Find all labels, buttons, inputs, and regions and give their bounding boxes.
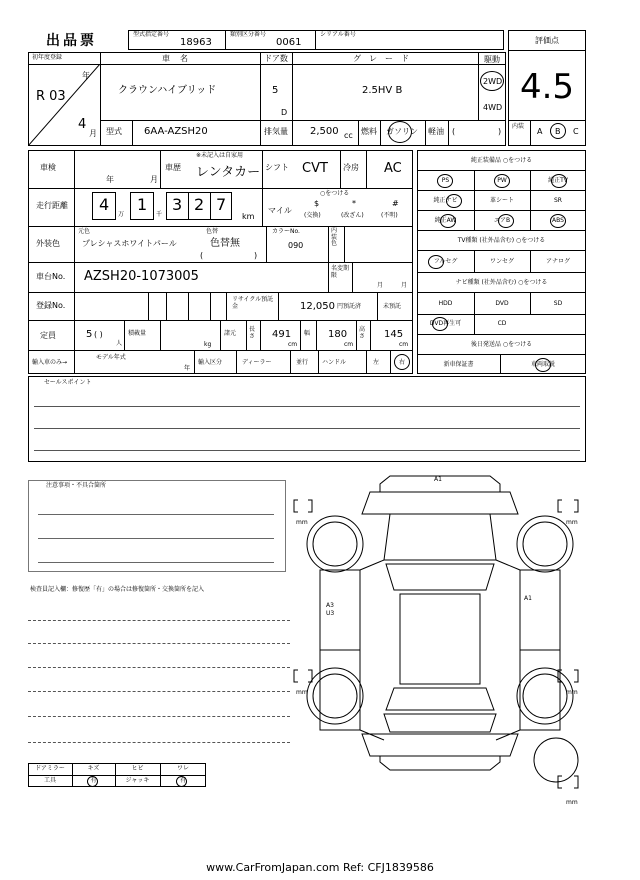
class-no-label: 類別区分番号 (230, 31, 267, 38)
interior-label: 内装 (512, 123, 525, 130)
navi-hdd: HDD (438, 300, 453, 307)
chassis-value: AZSH20-1073005 (84, 269, 199, 284)
notes-box (28, 480, 286, 572)
recycle-none: 未預託 (383, 303, 402, 310)
tv-fullseg: フルセグ (433, 258, 458, 265)
later-title: 後日発送品 ○をつける (470, 341, 533, 348)
mileage-digit-2: 1 (137, 195, 148, 214)
model-label: 型式 (106, 127, 122, 136)
drive-4wd: 4WD (483, 103, 503, 112)
mileage-digit-4: 2 (194, 195, 205, 214)
handle-label: ハンドル (322, 359, 347, 366)
drive-2wd-circle (480, 71, 504, 91)
mileage-label: 走行距離 (36, 201, 68, 210)
mileage-digit-5: 7 (216, 195, 227, 214)
equip-aw: 純正AW (434, 217, 457, 224)
shift-label: シフト (265, 163, 289, 172)
color-label: 外装色 (36, 239, 60, 248)
handle-right: 右 (399, 359, 406, 366)
color-no: 090 (288, 241, 304, 250)
navi-dvd: DVD (495, 300, 509, 307)
equip-sr: SR (554, 197, 562, 204)
first-reg-era: R 03 (36, 89, 66, 104)
score-value: 4.5 (519, 67, 575, 107)
disp-value: 2,500 (310, 126, 339, 137)
equip-leather: 革シート (489, 197, 514, 204)
ac-label: 冷房 (343, 163, 359, 172)
mileage-digit-3: 3 (172, 195, 183, 214)
first-reg-month: 4 (78, 117, 87, 132)
int-color-label: 内装色 (331, 227, 338, 248)
inspector-label: 検査員記入欄：修復歴「有」の場合は修復箇所・交換箇所を記入 (30, 586, 205, 593)
interior-b-circle (550, 123, 566, 139)
chassis-label: 車台No. (36, 272, 66, 281)
equip-tv: 純正TV (548, 177, 568, 184)
mile-option: マイル (268, 206, 292, 215)
grade-value: 2.5HV B (362, 85, 403, 96)
equip-abs: ABS (552, 217, 564, 224)
jack-label: ジャッキ (125, 777, 150, 784)
drive-2wd: 2WD (483, 77, 503, 86)
fuel-gasoline: ガソリン (386, 127, 418, 136)
jack-have: 有 (179, 777, 186, 784)
fuel-diesel: 軽油 (428, 127, 444, 136)
import-type-label: 輸入区分 (198, 359, 223, 366)
import-label: 輸入車のみ→ (32, 359, 68, 366)
color-no-label: カラーNo. (272, 228, 300, 235)
doors-value: 5 (272, 85, 279, 96)
equip-airbag: エアB (493, 217, 511, 224)
capacity-value: 5 (86, 329, 93, 340)
notes-label: 注意事項・不具合箇所 (46, 482, 107, 489)
color-change-value: 色替無 (210, 238, 240, 249)
model-year-label: モデル年式 (96, 354, 126, 361)
color-value: プレシャスホワイトパール (82, 239, 177, 248)
reg-no-label: 登録No. (36, 301, 66, 310)
damage-front-a1: A1 (434, 476, 442, 483)
damage-left-a3u3: A3 U3 (326, 602, 335, 617)
later-manual: 車両取説 (530, 361, 555, 368)
navi-sd: SD (553, 300, 563, 307)
tool-have: 有 (90, 777, 97, 784)
tool-label: 工具 (43, 777, 56, 784)
genuine-title: 純正装備品 ○をつける (470, 157, 533, 164)
class-no: 0061 (276, 37, 302, 48)
sales-point-label: セールスポイント (44, 379, 92, 386)
equip-navi: 純正ナビ (433, 197, 458, 204)
navi-dvd-play: DVD再生可 (429, 320, 462, 327)
mileage-digit-1: 4 (99, 195, 110, 214)
disp-label: 排気量 (264, 127, 288, 136)
navi-title: ナビ種類 (社外品含む) ○をつける (455, 279, 548, 286)
recycle-label: リサイクル預託金 (232, 296, 274, 311)
equip-pw: PW (497, 177, 507, 184)
doors-label: ドア数 (264, 54, 288, 63)
fuel-label: 燃料 (361, 127, 377, 136)
height-value: 145 (384, 329, 404, 340)
car-name: クラウンハイブリッド (118, 85, 217, 96)
later-warranty: 新車保証書 (443, 361, 474, 368)
drive-label: 駆動 (484, 55, 500, 64)
type-no: 18963 (180, 37, 212, 48)
length-value: 491 (272, 329, 292, 340)
tv-oneseg: ワンセグ (489, 258, 514, 265)
navi-cd: CD (497, 320, 507, 327)
capacity-label: 定員 (40, 331, 56, 340)
equip-ps: PS (441, 177, 450, 184)
serial-label: シリアル番号 (320, 31, 356, 38)
history-label: 車歴 (165, 163, 181, 172)
tv-title: TV種類 (社外品含む) ○をつける (457, 237, 546, 244)
width-value: 180 (328, 329, 348, 340)
shift-value: CVT (302, 161, 328, 176)
title-exp-label: 名変期限 (331, 265, 350, 279)
grade-label: グレード (353, 54, 417, 63)
inspection-label: 車検 (40, 163, 56, 172)
tv-analog: アナログ (545, 258, 570, 265)
dims-label: 諸元 (224, 330, 237, 337)
car-name-label: 車名 (162, 54, 198, 63)
import-parallel: 並行 (296, 359, 309, 366)
car-damage-diagram (290, 470, 590, 820)
history-value: レンタカー (196, 165, 261, 180)
handle-right-circle (394, 354, 410, 370)
fuel-circle (388, 121, 412, 143)
score-label: 評価点 (535, 36, 559, 45)
recycle-value: 12,050 (300, 301, 335, 312)
import-dealer: ディーラー (242, 359, 272, 366)
first-reg-label: 初年度登録 (32, 54, 63, 61)
sheet-title: 出品票 (46, 33, 97, 49)
ac-value: AC (384, 161, 402, 176)
model-value: 6AA-AZSH20 (144, 126, 208, 137)
type-no-label: 型式指定番号 (133, 31, 170, 38)
damage-right-a1: A1 (524, 595, 532, 602)
load-label: 積載量 (128, 330, 147, 337)
footer-url: www.CarFromJapan.com Ref: CFJ1839586 (206, 861, 434, 874)
